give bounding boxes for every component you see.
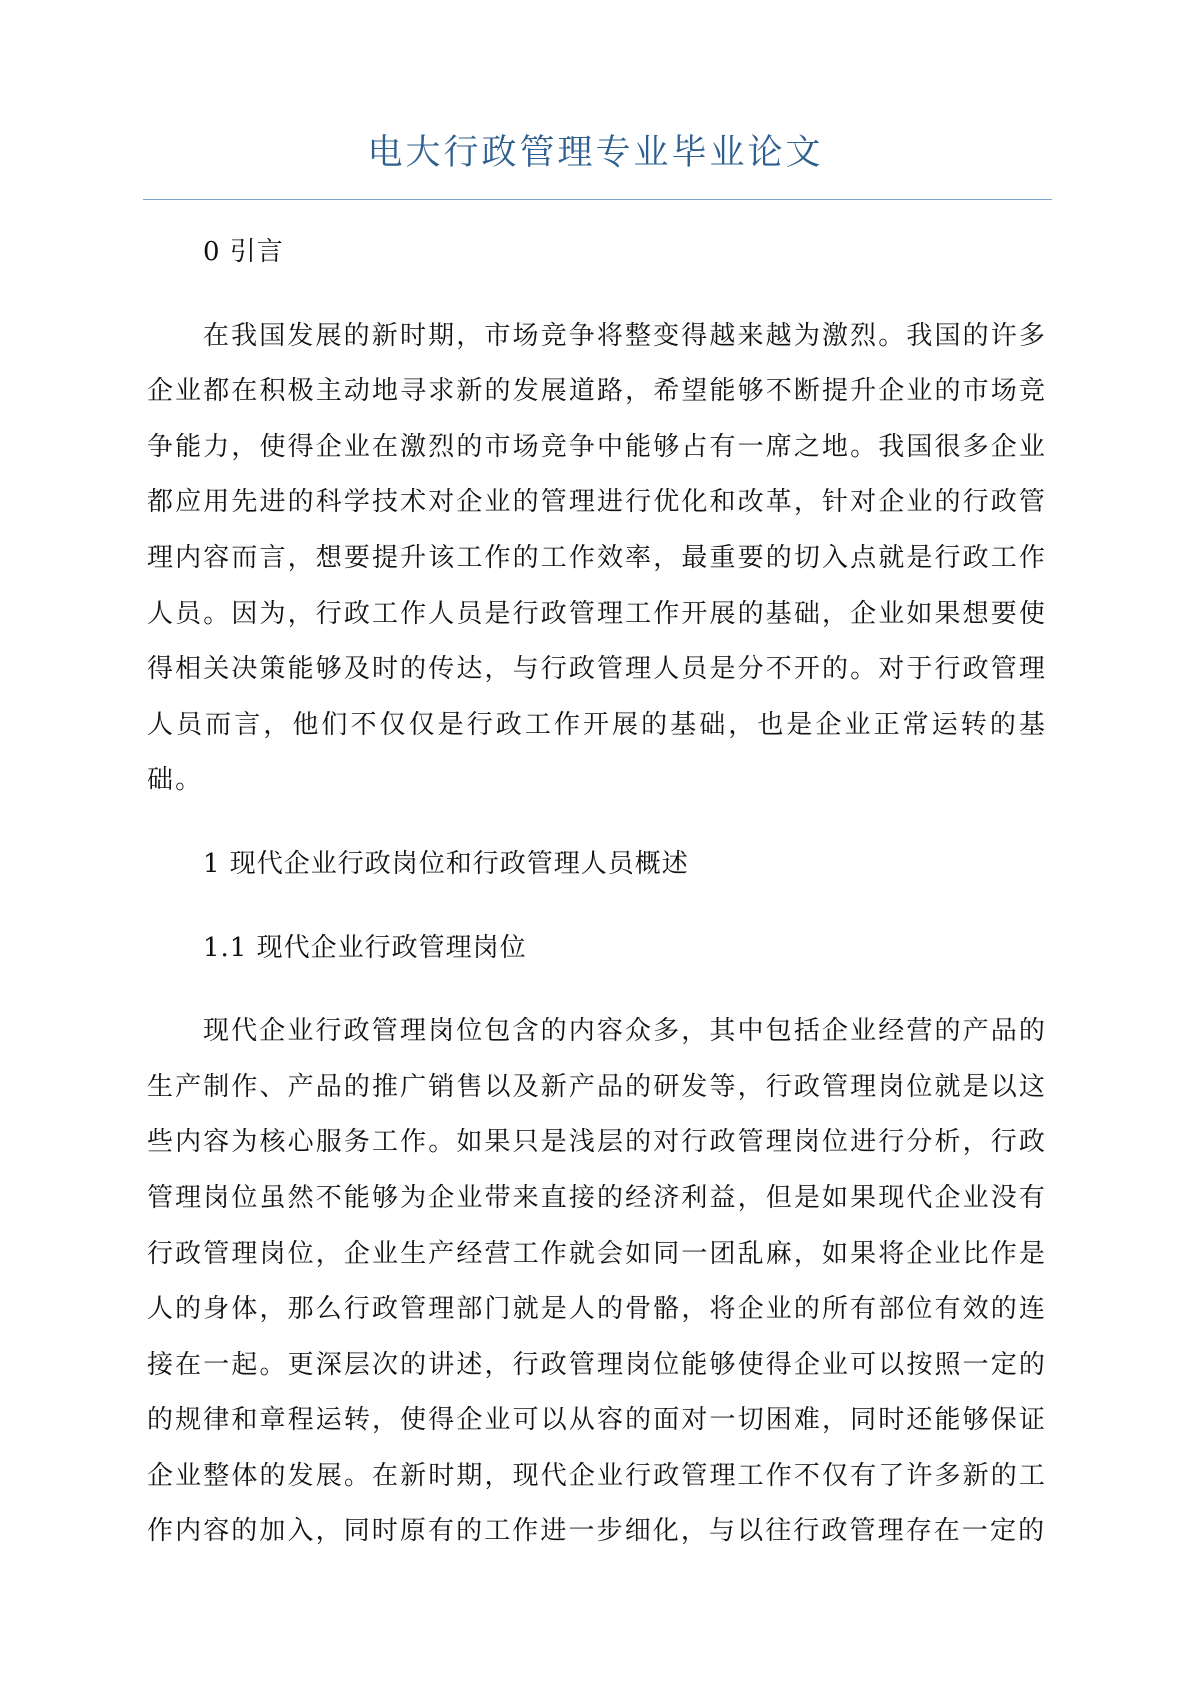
section-heading-1-1: 1.1 现代企业行政管理岗位	[203, 932, 527, 963]
document-body	[147, 225, 1047, 1588]
paragraph-1-1: 现代企业行政管理岗位包含的内容众多，其中包括企业经营的产品的生产制作、产品的推广销售以及新产品的研发等，行政管理岗位就是以这些内容为核心服务工作。如果只是浅层的对行政管理岗位进行分析，行政管理岗位虽然不能够为企业带来直接的经济利益，但是如果现代企业没有行政管理岗位，企业生产经营工作就会如同一团乱麻，如果将企业比作是人的身体，那么行政管理部门就是人的骨骼，将企业的所有部位有效的连接在一起。更深层次的讲述，行政管理岗位能够使得企业可以按照一定的的规律和章程运转，使得企业可以从容的面对一切困难，同时还能够保证企业整体的发展。在新时期，现代企业行政管理工作不仅有了许多新的工作内容的加入，同时原有的工作进一步细化，与以往行政管理存在一定的	[147, 1016, 1047, 1547]
document-title: 电大行政管理专业毕业论文	[367, 133, 824, 173]
title-divider	[143, 199, 1052, 200]
paragraph-introduction: 在我国发展的新时期，市场竞争将整变得越来越为激烈。我国的许多企业都在积极主动地寻求新的发展道路，希望能够不断提升企业的市场竞争能力，使得企业在激烈的市场竞争中能够占有一席之地。我国很多企业都应用先进的科学技术对企业的管理进行优化和改革，针对企业的行政管理内容而言，想要提升该工作的工作效率，最重要的切入点就是行政工作人员。因为，行政工作人员是行政管理工作开展的基础，企业如果想要使得相关决策能够及时的传达，与行政管理人员是分不开的。对于行政管理人员而言，他们不仅仅是行政工作开展的基础，也是企业正常运转的基础。	[147, 320, 1047, 796]
section-heading-introduction: 0 引言	[203, 237, 284, 267]
section-heading-1: 1 现代企业行政岗位和行政管理人员概述	[203, 848, 689, 879]
